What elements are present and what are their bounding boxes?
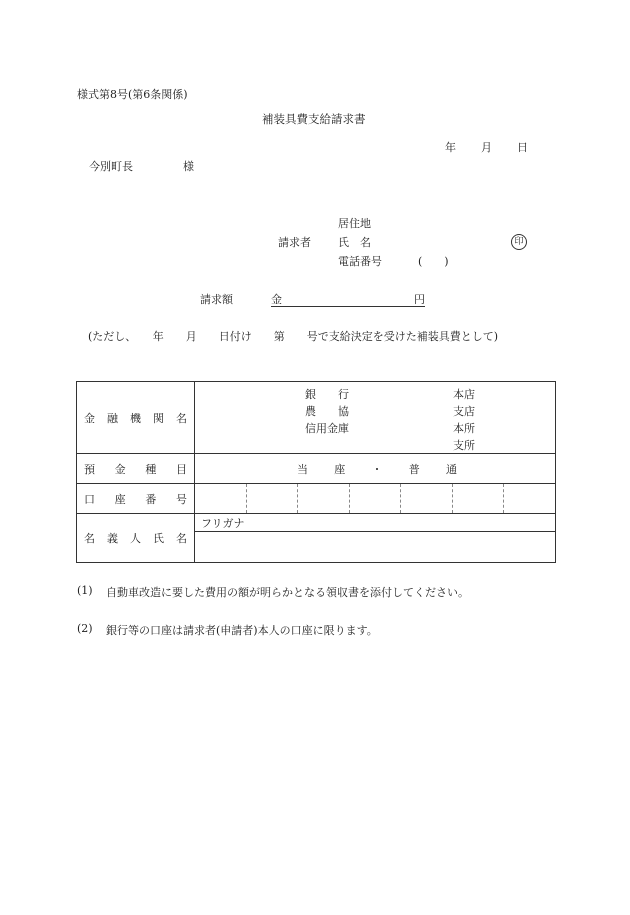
account-digit-box[interactable] (452, 484, 504, 513)
account-digit-box[interactable] (503, 484, 555, 513)
deposit-type-label (77, 454, 195, 484)
amount-unit: 円 (414, 293, 425, 306)
phone-paren: ( ) (418, 255, 449, 268)
address-label: 居住地 (338, 217, 371, 230)
account-number-cell[interactable] (195, 484, 556, 514)
amount-prefix: 金 (271, 293, 282, 306)
deposit-ordinary-1[interactable]: 普 (408, 462, 420, 476)
deposit-type-label-text: 預 金 種 目 (84, 462, 187, 476)
note-1-number: (1) (77, 584, 93, 597)
bank-name-label-text: 金 融 機 関 名 (84, 411, 187, 425)
decision-note: (ただし、 年 月 日付け 第 号で支給決定を受けた補装具費として) (88, 330, 499, 343)
date-year: 年 (445, 141, 456, 154)
date-day: 日 (517, 141, 528, 154)
bank-name-cell[interactable] (195, 382, 556, 454)
addressee-honorific: 様 (183, 160, 194, 173)
note-2-number: (2) (77, 622, 93, 635)
branch-type-list (453, 386, 475, 454)
furigana-label: フリガナ (201, 516, 245, 530)
bank-type-agri: 農 協 (305, 405, 349, 418)
applicant-label: 請求者 (278, 236, 311, 249)
account-digit-box[interactable] (246, 484, 298, 513)
deposit-type-cell[interactable] (195, 454, 556, 484)
branch-type-main: 本所 (453, 422, 475, 435)
account-number-label (77, 484, 195, 514)
branch-type-branch: 支店 (453, 405, 475, 418)
account-number-label-text: 口 座 番 号 (84, 492, 187, 506)
addressee-name: 今別町長 (89, 160, 133, 173)
phone-label: 電話番号 (338, 255, 382, 268)
document-title: 補装具費支給請求書 (262, 112, 366, 126)
branch-type-head: 本店 (453, 388, 475, 401)
holder-name-cell[interactable] (195, 532, 556, 563)
bank-type-list (305, 386, 349, 437)
amount-field[interactable] (271, 291, 425, 307)
account-holder-label-text: 名 義 人 氏 名 (84, 532, 187, 545)
account-digit-box[interactable] (349, 484, 401, 513)
account-digit-box[interactable] (297, 484, 349, 513)
account-digit-boxes (195, 484, 555, 513)
deposit-current-1[interactable]: 当 (297, 462, 308, 476)
account-digit-box[interactable] (195, 484, 246, 513)
account-digit-box[interactable] (400, 484, 452, 513)
date-month: 月 (481, 141, 492, 154)
deposit-options (297, 461, 457, 477)
seal-mark: 印 (511, 234, 527, 250)
furigana-cell[interactable] (195, 514, 556, 532)
account-holder-label (77, 514, 195, 563)
bank-name-label (77, 382, 195, 454)
deposit-ordinary-2[interactable]: 通 (446, 462, 457, 476)
deposit-current-2[interactable]: 座 (334, 462, 346, 476)
branch-type-sub: 支所 (453, 439, 475, 452)
bank-type-bank: 銀 行 (305, 388, 349, 401)
bank-account-table (76, 381, 556, 563)
form-number: 様式第8号(第6条関係) (77, 88, 188, 101)
bank-type-credit: 信用金庫 (305, 422, 349, 435)
amount-label: 請求額 (200, 293, 233, 306)
note-1-text: 自動車改造に要した費用の額が明らかとなる領収書を添付してください。 (106, 586, 469, 599)
note-2-text: 銀行等の口座は請求者(申請者)本人の口座に限ります。 (106, 624, 378, 637)
name-label: 氏 名 (338, 236, 371, 249)
deposit-separator: ・ (371, 462, 383, 476)
